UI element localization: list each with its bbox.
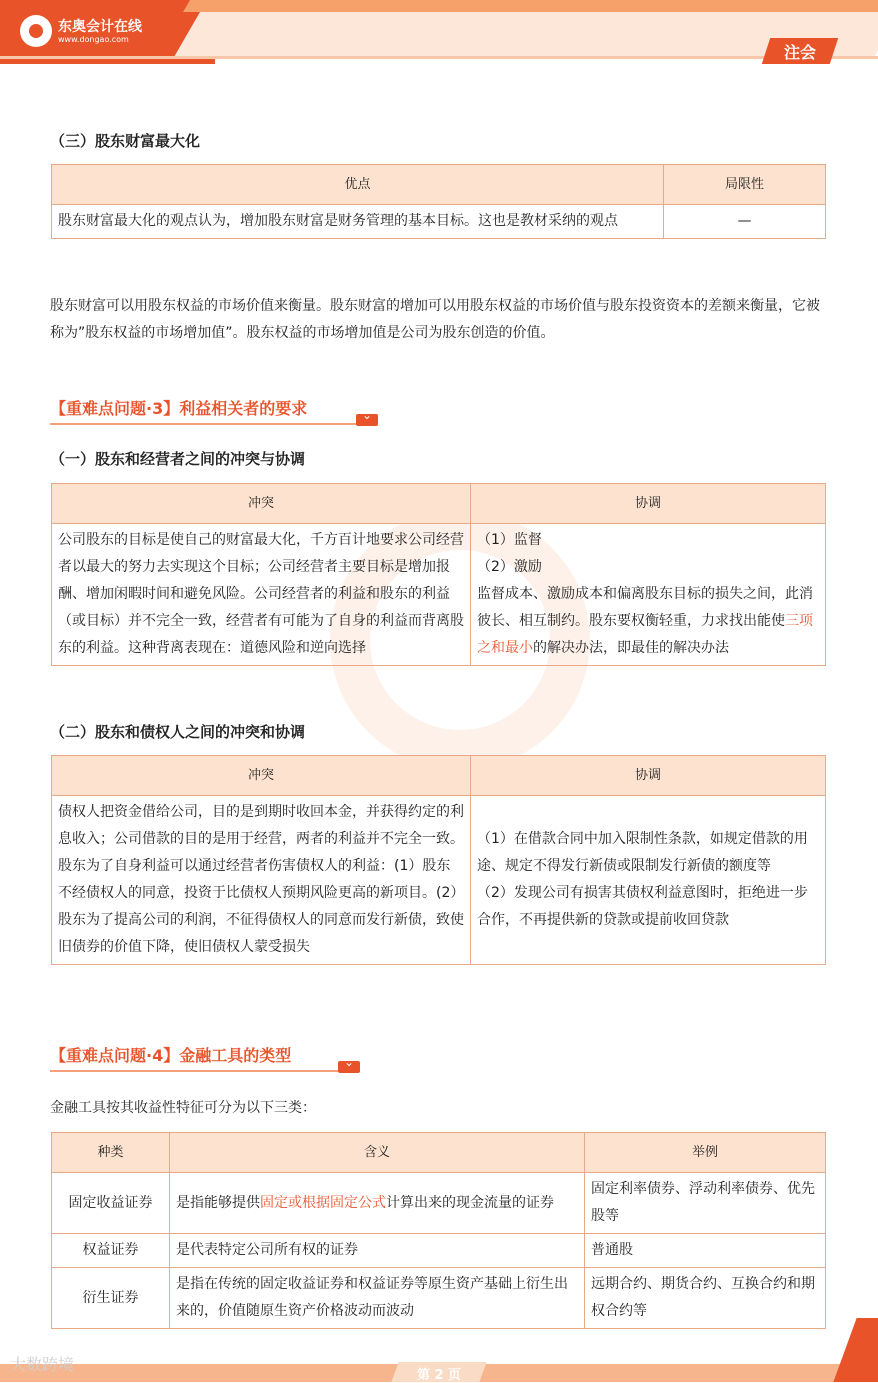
column-header-example: 举例 <box>585 1133 826 1173</box>
type-cell: 固定收益证券 <box>52 1173 170 1234</box>
table-header-row <box>52 165 826 205</box>
column-header-coordination: 协调 <box>471 484 826 524</box>
example-cell: 普通股 <box>585 1234 826 1268</box>
shareholder-creditor-table <box>51 755 826 965</box>
coordination-explanation: 监督成本、激励成本和偏离股东目标的损失之间，此消彼长、相互制约。股东要权衡轻重，力求找出能使三项之和最小的解决办法，即最佳的解决办法 <box>477 586 813 656</box>
column-header-conflict: 冲突 <box>52 756 471 796</box>
table-row <box>52 1268 826 1329</box>
table-header-row <box>52 484 826 524</box>
column-header-advantage: 优点 <box>52 165 664 205</box>
coordination-cell <box>471 524 826 666</box>
page-header <box>0 0 878 64</box>
table-row <box>52 1173 826 1234</box>
advantage-cell: 股东财富最大化的观点认为，增加股东财富是财务管理的基本目标。这也是教材采纳的观点 <box>52 205 664 239</box>
coordination-item: （1）在借款合同中加入限制性条款，如规定借款的用途、规定不得发行新债或限制发行新债的额度等 <box>477 831 808 874</box>
example-cell: 固定利率债券、浮动利率债券、优先股等 <box>585 1173 826 1234</box>
column-header-limitation: 局限性 <box>664 165 826 205</box>
column-header-meaning: 含义 <box>170 1133 585 1173</box>
brand-name: 东奥会计在线 <box>58 19 142 35</box>
example-cell: 远期合约、期货合约、互换合约和期权合约等 <box>585 1268 826 1329</box>
type-cell: 衍生证券 <box>52 1268 170 1329</box>
footer-watermark: 大数跨境 <box>10 1355 75 1374</box>
subject-tag: 注会 <box>783 43 816 62</box>
section-heading-shareholder-wealth: （三）股东财富最大化 <box>50 132 201 150</box>
conflict-cell: 公司股东的目标是使自己的财富最大化，千方百计地要求公司经营者以最大的努力去实现这个目标；公司经营者主要目标是增加报酬、增加闲暇时间和避免风险。公司经营者的利益和股东的利益（或目标）并不完全一致，经营者有可能为了自身的利益而背离股东的利益。这种背离表现在：道德风险和逆向选择 <box>52 524 471 666</box>
topic3-title: 【重难点问题·3】利益相关者的要求 <box>50 399 308 418</box>
subheading-shareholder-creditor: （二）股东和债权人之间的冲突和协调 <box>50 723 306 741</box>
brand-url: www.dongao.com <box>58 35 129 44</box>
chevron-down-icon <box>338 1061 360 1073</box>
meaning-cell: 是指在传统的固定收益证券和权益证券等原生资产基础上衍生出来的，价值随原生资产价格波动而波动 <box>170 1268 585 1329</box>
conflict-cell: 债权人把资金借给公司，目的是到期时收回本金，并获得约定的利息收入；公司借款的目的是用于经营，两者的利益并不完全一致。股东为了自身利益可以通过经营者伤害债权人的利益：(1）股东不经债权人的同意，投资于比债权人预期风险更高的新项目。(2）股东为了提高公司的利润，不征得债权人的同意而发行新债，致使旧债券的价值下降，使旧债权人蒙受损失 <box>52 796 471 965</box>
table-row <box>52 796 826 965</box>
topic4-title: 【重难点问题·4】金融工具的类型 <box>50 1046 292 1065</box>
financial-instruments-intro: 金融工具按其收益性特征可分为以下三类： <box>50 1100 316 1116</box>
highlight-text: 三项之和最小 <box>477 613 813 656</box>
chevron-down-icon <box>356 414 378 426</box>
shareholder-manager-table <box>51 483 826 666</box>
column-header-type: 种类 <box>52 1133 170 1173</box>
table-row <box>52 205 826 239</box>
shareholder-wealth-table <box>51 164 826 239</box>
table-row <box>52 1234 826 1268</box>
subheading-shareholder-manager: （一）股东和经营者之间的冲突与协调 <box>50 450 306 468</box>
type-cell: 权益证券 <box>52 1234 170 1268</box>
coordination-item: （2）激励 <box>477 559 542 575</box>
paragraph-market-value-added: 股东财富可以用股东权益的市场价值来衡量。股东财富的增加可以用股东权益的市场价值与股东投资资本的差额来衡量，它被称为”股东权益的市场增加值”。股东权益的市场增加值是公司为股东创造的价值。 <box>50 298 820 341</box>
coordination-item: （2）发现公司有损害其债权利益意图时，拒绝进一步合作，不再提供新的贷款或提前收回贷款 <box>477 885 808 928</box>
highlight-text: 固定或根据固定公式 <box>260 1194 386 1211</box>
limitation-cell: — <box>664 205 826 239</box>
table-row <box>52 524 826 666</box>
coordination-cell <box>471 796 826 965</box>
column-header-conflict: 冲突 <box>52 484 471 524</box>
financial-instruments-table <box>51 1132 826 1329</box>
dongao-logo-icon <box>20 15 52 47</box>
meaning-cell: 是指能够提供固定或根据固定公式计算出来的现金流量的证券 <box>170 1173 585 1234</box>
table-header-row <box>52 756 826 796</box>
meaning-cell: 是代表特定公司所有权的证券 <box>170 1234 585 1268</box>
column-header-coordination: 协调 <box>471 756 826 796</box>
page-number: 第 2 页 <box>416 1368 462 1383</box>
table-header-row <box>52 1133 826 1173</box>
coordination-item: （1）监督 <box>477 532 542 548</box>
